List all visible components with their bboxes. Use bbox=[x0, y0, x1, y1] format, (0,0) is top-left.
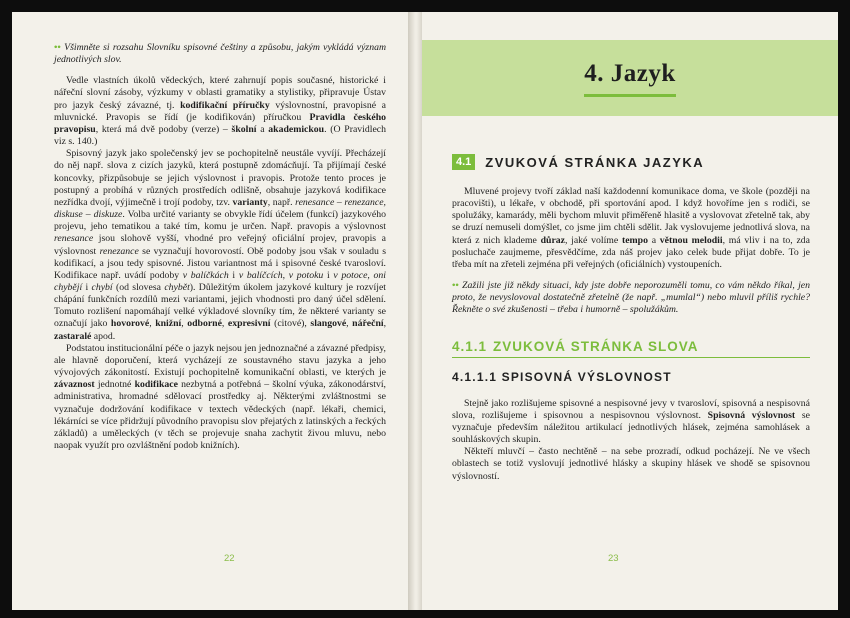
subsubsection-heading: 4.1.1.1 SPISOVNÁ VÝSLOVNOST bbox=[452, 369, 672, 384]
paragraph-pece: Podstatou institucionální péče o jazyk nejsou jen jednoznačné a závazné předpisy, ale hlavně doporučení, která vycházejí ze soustavného stavu jazyka a jeho vývojových zákonitostí. Existují pochopitelně komunikační oblasti, ve kterých je závaznost jednotné kodifikace nezbytná a potřebná – školní výuka, zákonodárství, administrativa, hromadné sdělovací prostředky aj. Některými zvláštnostmi se vyznačuje dodržování kodifikace v textech vědeckých (např. lékaři, chemici, lékárníci se více přidržují původního pravopisu slov přejatých z latinských a řeckých základů) a uměleckých (v těch se projevuje snaha zachytit živou mluvu, nebo naopak využít pro ozvláštnění podob knižních). bbox=[54, 342, 386, 451]
note-paragraph-right bbox=[452, 280, 810, 316]
note-text: Všimněte si rozsahu Slovníku spisovné češtiny a způsobu, jakým vykládá význam jednotlivých slov. bbox=[54, 42, 386, 66]
paragraph-mluvci: Někteří mluvčí – často nechtěně – na sebe prozradí, odkud pocházejí. Ne ve všech oblastech se totiž vyslovují jednotlivé hlásky a skupiny hlásek ve shodě se spisovnou výslovností. bbox=[452, 446, 810, 482]
note-text-right: Zažili jste již někdy situaci, kdy jste dobře neporozuměli tomu, co vám někdo říkal, jen proto, že nevyslovoval dostatečně zřetelně (že např. „mumlal“) nebo mluvil příliš rychle? Řekněte o své zkušenosti – třeba i humorně – spolužákům. bbox=[452, 280, 810, 316]
subsection-number: 4.1.1 bbox=[452, 338, 488, 354]
paragraph-spisovna-vyslovnost: Stejně jako rozlišujeme spisovné a nespisovné jevy v tvarosloví, spisovná a nespisovná slova, rozlišujeme i spisovnou a nespisovnou výslovnost. Spisovná výslovnost se vyznačuje především náležitou artikulací jednotlivých hlásek, zejména samohlásek a souhláskových skupin. bbox=[452, 397, 811, 446]
right-page bbox=[422, 12, 838, 610]
left-page bbox=[12, 12, 410, 610]
note-paragraph bbox=[54, 42, 386, 66]
section-number-badge: 4.1 bbox=[452, 154, 475, 170]
paragraph-varianty: Spisovný jazyk jako společenský jev se pochopitelně neustále vyvíjí. Přecházejí do něj např. slova z cizích jazyků, která postupně zdomácňují. Ta přijímají české koncovky, přizpůsobuje se jejich výslovnost i pravopis. Protože tento proces je postupný a probíhá v různých prostředích odlišně, obsahuje jazyková kodifikace nezřídka dvojí, výjimečně i trojí podoby, tzv. varianty, např. renesance – renezance, diskuse – diskuze. Volba určité varianty se obvykle řídí účelem (funkcí) jazykového projevu, jeho tematikou a také tím, komu je určen. Např. pravopis a výslovnost renesance jsou slohově vyšší, vhodné pro veřejný oficiální projev, pravopis a výslovnost renezance se vyznačují hovorovostí. Obě podoby jsou však v souladu s kodifikací, a jsou tedy spisovné. Jistou variantnost má i spisovné české tvarosloví. Kodifikace např. uvádí podoby v balíčkách i v balíčcích, v potoku i v potoce, oni chybějí i chybí (od slovesa chybět). Důležitým úkolem jazykové kultury je rozvíjet chápání funkčních rozdílů mezi variantami, jejich vhodnosti pro daný účel sdělení. Tomuto rozlišení napomáhají velké výkladové slovníky tím, že některé varianty se označují jako hovorové, knižní, odborné, expresivní (citové), slangové, nářeční, zastaralé apod. bbox=[54, 148, 387, 342]
subsection-heading-4-1-1 bbox=[452, 339, 810, 358]
chapter-header bbox=[422, 40, 838, 116]
section-title: ZVUKOVÁ STRÁNKA JAZYKA bbox=[485, 154, 705, 170]
paragraph-kodifikace: Vedle vlastních úkolů vědeckých, které zahrnují popis současné, historické i nářeční slovní zásoby, výzkumy v oblasti gramatiky a stylistiky, připravuje Ústav pro jazyk český závazné, tj. kodifikační příručky výslovnostní, pravopisné a mluvnické. Pravopis se řídí (je kodifikován) příručkou Pravidla českého pravopisu, která má dvě podoby (verze) – školní a akademickou. (O Pravidlech viz s. 140.) bbox=[54, 75, 387, 148]
page-number-right: 23 bbox=[608, 553, 619, 564]
page-number-left: 22 bbox=[224, 553, 235, 564]
subsection-title: ZVUKOVÁ STRÁNKA SLOVA bbox=[493, 338, 699, 354]
chapter-title: 4. Jazyk bbox=[584, 60, 676, 97]
note-marker-right: •• bbox=[452, 280, 459, 292]
note-marker: •• bbox=[54, 42, 61, 53]
paragraph-mluvene-projevy: Mluvené projevy tvoří základ naší každodenní komunikace doma, ve škole (později na pracovišti), u lékaře, v obchodě, při sportování apod. I když hovoříme jen s rodiči, se spolužáky, kamarády, měli bychom mluvit přiměřeně hlasitě a vyslovovat zřetelně tak, aby se druzí nemuseli domýšlet, co jsme jim chtěli sdělit. Jak vyslovujeme jednotlivá slova, na která z nich klademe důraz, jaké volíme tempo a větnou melodii, má vliv i na to, zda posluchače zaujmeme, přesvědčíme, zda náš projev jako celek bude přijat dobře. To je třeba mít na zřeteli zejména při veřejných (oficiálních) vystoupeních. bbox=[452, 186, 810, 270]
section-heading-4-1 bbox=[452, 154, 810, 170]
